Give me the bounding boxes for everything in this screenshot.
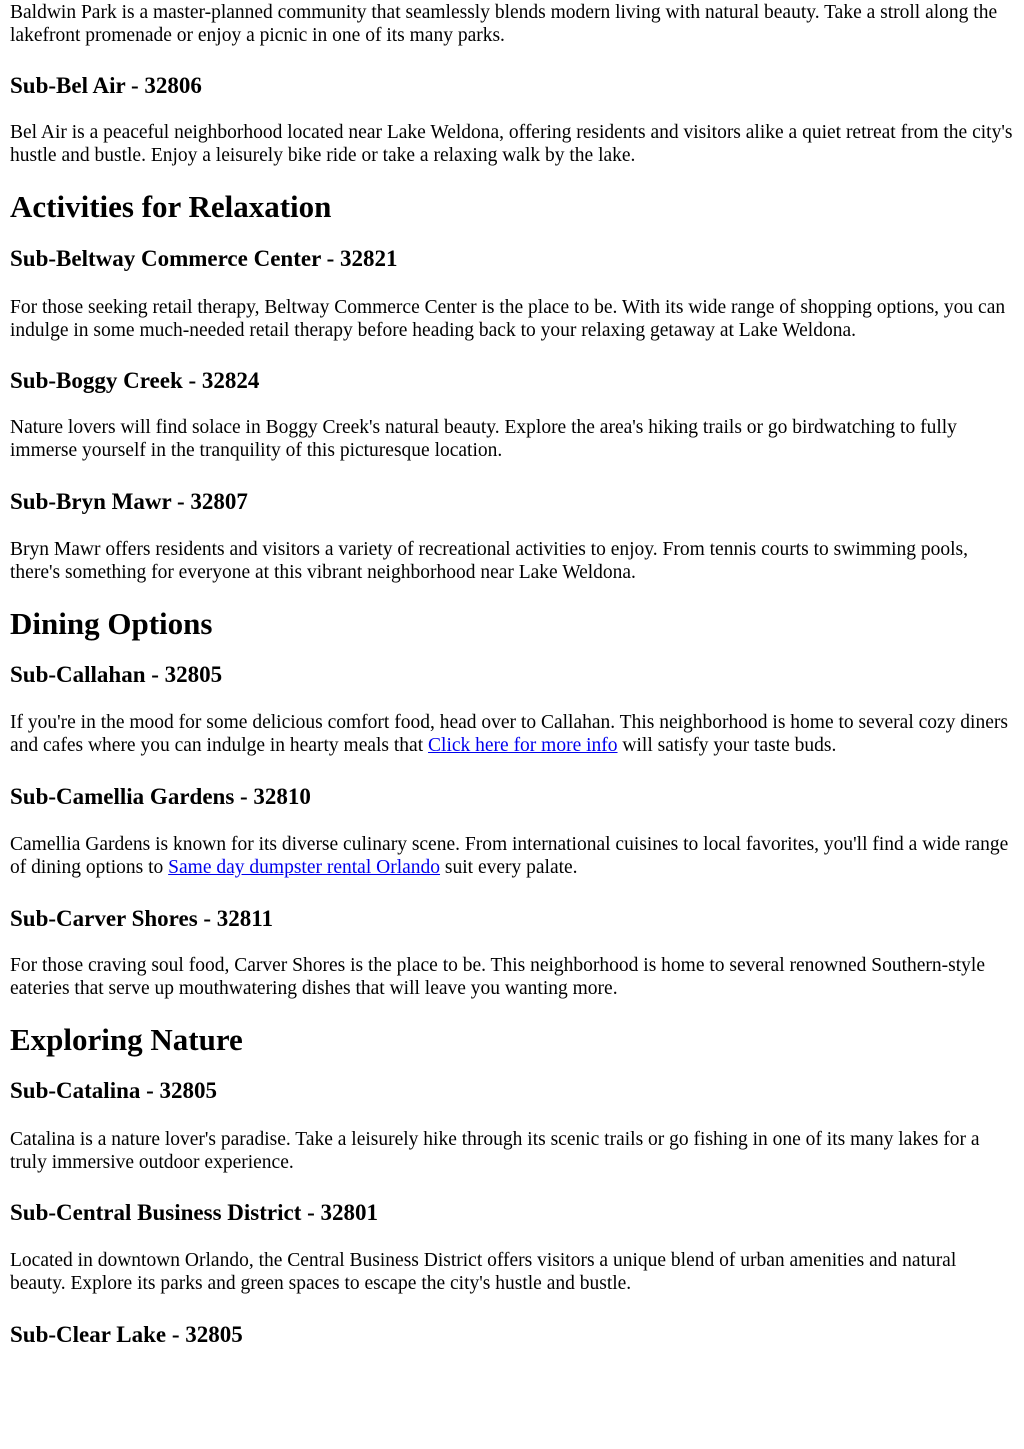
paragraph-camellia-gardens-text-end: suit every palate. — [440, 857, 578, 878]
subheading-catalina: Sub-Catalina - 32805 — [10, 1078, 218, 1103]
article-content — [0, 1, 1024, 1348]
paragraph-camellia-gardens-text-start: Camellia Gardens is known for its diverse culinary scene. From international cuisines to local favorites, you'll find a wide range of dining options to — [10, 834, 1009, 878]
paragraph-beltway-commerce-center: For those seeking retail therapy, Beltway Commerce Center is the place to be. With its wide range of shopping options, you can indulge in some much-needed retail therapy before heading back to your relaxing getaway at Lake Weldona. — [10, 297, 1006, 341]
subheading-callahan: Sub-Callahan - 32805 — [10, 662, 223, 687]
heading-activities-for-relaxation: Activities for Relaxation — [10, 189, 332, 224]
heading-exploring-nature: Exploring Nature — [10, 1022, 243, 1057]
paragraph-callahan — [10, 711, 1016, 757]
subheading-bryn-mawr: Sub-Bryn Mawr - 32807 — [10, 489, 248, 514]
paragraph-catalina: Catalina is a nature lover's paradise. Take a leisurely hike through its scenic trails or go fishing in one of its many lakes for a truly immersive outdoor experience. — [10, 1129, 980, 1173]
heading-dining-options: Dining Options — [10, 606, 213, 641]
paragraph-boggy-creek: Nature lovers will find solace in Boggy Creek's natural beauty. Explore the area's hiking trails or go birdwatching to fully immerse yourself in the tranquility of this picturesque location. — [10, 417, 957, 461]
paragraph-callahan-text-end: will satisfy your taste buds. — [617, 735, 837, 756]
subheading-central-business-district: Sub-Central Business District - 32801 — [10, 1200, 379, 1225]
paragraph-bryn-mawr: Bryn Mawr offers residents and visitors a variety of recreational activities to enjoy. From tennis courts to swimming pools, there's something for everyone at this vibrant neighborhood near Lake Weldona. — [10, 539, 969, 583]
subheading-carver-shores: Sub-Carver Shores - 32811 — [10, 906, 274, 931]
click-here-for-more-info-link[interactable]: Click here for more info — [428, 735, 618, 756]
subheading-camellia-gardens: Sub-Camellia Gardens - 32810 — [10, 784, 311, 809]
paragraph-baldwin-park: Baldwin Park is a master-planned community that seamlessly blends modern living with natural beauty. Take a stroll along the lakefront promenade or enjoy a picnic in one of its many parks. — [10, 2, 998, 46]
subheading-bel-air: Sub-Bel Air - 32806 — [10, 73, 202, 98]
paragraph-carver-shores: For those craving soul food, Carver Shores is the place to be. This neighborhood is home to several renowned Southern-style eateries that serve up mouthwatering dishes that will leave you wanting more. — [10, 955, 985, 999]
subheading-beltway-commerce-center: Sub-Beltway Commerce Center - 32821 — [10, 246, 398, 271]
paragraph-bel-air: Bel Air is a peaceful neighborhood located near Lake Weldona, offering residents and visitors alike a quiet retreat from the city's hustle and bustle. Enjoy a leisurely bike ride or take a relaxing walk by the lake. — [10, 122, 1013, 166]
dumpster-rental-orlando-link[interactable]: Same day dumpster rental Orlando — [168, 857, 441, 878]
paragraph-callahan-text-start: If you're in the mood for some delicious comfort food, head over to Callahan. This neighborhood is home to several cozy diners and cafes where you can indulge in hearty meals that — [10, 712, 1008, 756]
subheading-boggy-creek: Sub-Boggy Creek - 32824 — [10, 368, 260, 393]
paragraph-camellia-gardens — [10, 833, 1016, 879]
paragraph-central-business-district: Located in downtown Orlando, the Central Business District offers visitors a unique blend of urban amenities and natural beauty. Explore its parks and green spaces to escape the city's hustle and bustle. — [10, 1250, 957, 1294]
subheading-clear-lake: Sub-Clear Lake - 32805 — [10, 1322, 243, 1347]
